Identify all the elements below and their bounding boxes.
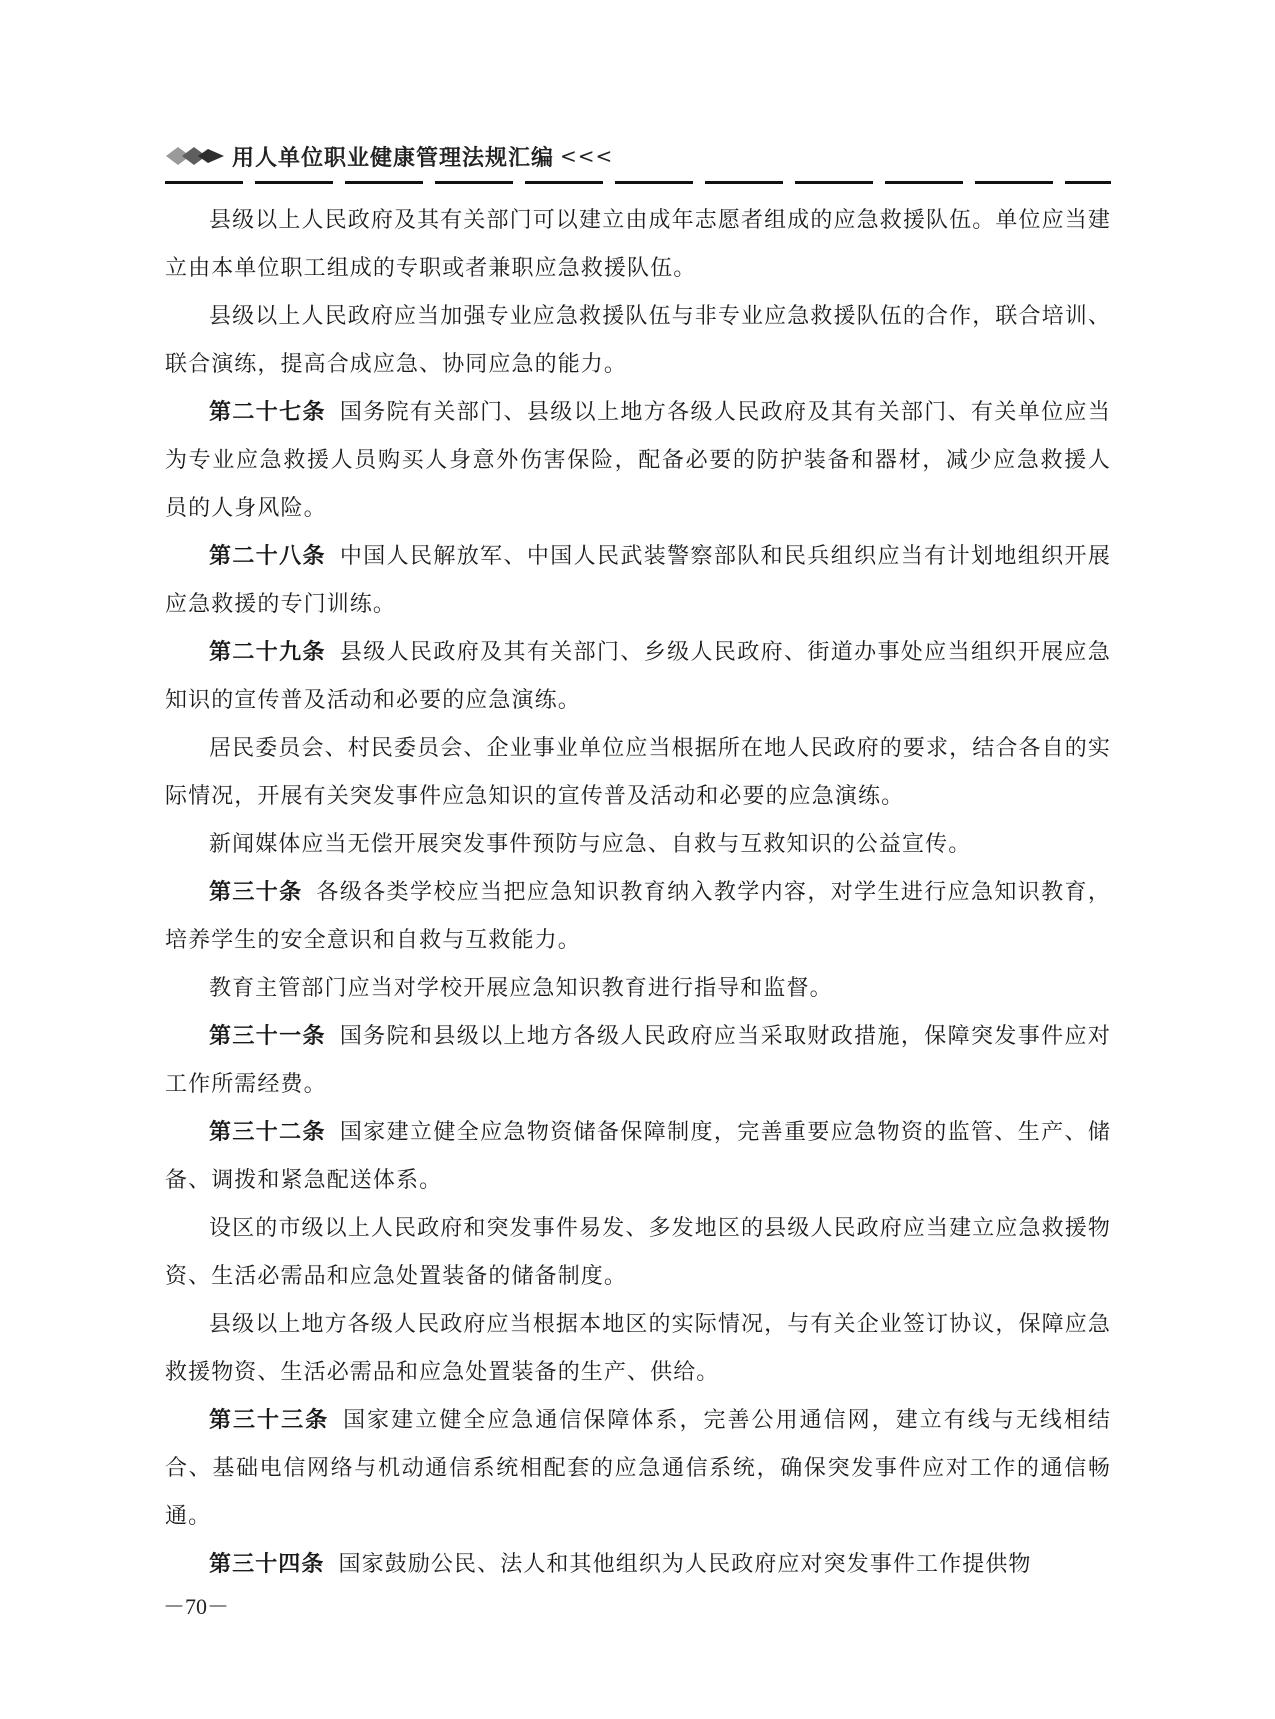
article-number: 第三十条 [209, 880, 303, 905]
paragraph-text: 国务院和县级以上地方各级人民政府应当采取财政措施，保障突发事件应对工作所需经费。 [165, 1024, 1111, 1097]
paragraph [165, 965, 1111, 1013]
paragraph-text: 县级以上人民政府及其有关部门可以建立由成年志愿者组成的应急救援队伍。单位应当建立由本单位职工组成的专职或者兼职应急救援队伍。 [165, 208, 1111, 281]
paragraph [165, 197, 1111, 293]
paragraph-text: 新闻媒体应当无偿开展突发事件预防与应急、自救与互救知识的公益宣传。 [209, 832, 972, 857]
paragraph [165, 1205, 1111, 1301]
running-header [164, 138, 613, 174]
header-arrows: <<< [560, 144, 614, 168]
body-text [165, 197, 1111, 1589]
paragraph [165, 1013, 1111, 1109]
paragraph [165, 533, 1111, 629]
double-diamond-logo-icon [164, 141, 226, 171]
page-number: －70－ [163, 1594, 230, 1619]
paragraph-text: 县级以上人民政府应当加强专业应急救援队伍与非专业应急救援队伍的合作，联合培训、联合演练，提高合成应急、协同应急的能力。 [165, 304, 1111, 377]
paragraph [165, 1109, 1111, 1205]
paragraph [165, 821, 1111, 869]
paragraph [165, 389, 1111, 533]
paragraph [165, 869, 1111, 965]
paragraph-text: 县级人民政府及其有关部门、乡级人民政府、街道办事处应当组织开展应急知识的宣传普及活动和必要的应急演练。 [165, 640, 1111, 713]
paragraph-text: 国家鼓励公民、法人和其他组织为人民政府应对突发事件工作提供物 [338, 1552, 1032, 1577]
paragraph [165, 629, 1111, 725]
paragraph-text: 国家建立健全应急通信保障体系，完善公用通信网，建立有线与无线相结合、基础电信网络与机动通信系统相配套的应急通信系统，确保突发事件应对工作的通信畅通。 [165, 1408, 1111, 1529]
paragraph-text: 中国人民解放军、中国人民武装警察部队和民兵组织应当有计划地组织开展应急救援的专门训练。 [165, 544, 1111, 617]
paragraph [165, 725, 1111, 821]
paragraph-text: 居民委员会、村民委员会、企业事业单位应当根据所在地人民政府的要求，结合各自的实际情况，开展有关突发事件应急知识的宣传普及活动和必要的应急演练。 [165, 736, 1111, 809]
article-number: 第二十七条 [209, 400, 326, 425]
paragraph [165, 1397, 1111, 1541]
header-dashed-rule [165, 181, 1111, 184]
header-title: 用人单位职业健康管理法规汇编 [232, 145, 555, 171]
paragraph [165, 293, 1111, 389]
paragraph-text: 国务院有关部门、县级以上地方各级人民政府及其有关部门、有关单位应当为专业应急救援人员购买人身意外伤害保险，配备必要的防护装备和器材，减少应急救援人员的人身风险。 [165, 400, 1111, 521]
paragraph [165, 1301, 1111, 1397]
article-number: 第二十九条 [209, 640, 326, 665]
article-number: 第三十二条 [209, 1120, 326, 1145]
paragraph-text: 县级以上地方各级人民政府应当根据本地区的实际情况，与有关企业签订协议，保障应急救援物资、生活必需品和应急处置装备的生产、供给。 [165, 1312, 1111, 1385]
article-number: 第二十八条 [209, 544, 326, 569]
paragraph-text: 国家建立健全应急物资储备保障制度，完善重要应急物资的监管、生产、储备、调拨和紧急配送体系。 [165, 1120, 1111, 1193]
article-number: 第三十三条 [209, 1408, 330, 1433]
article-number: 第三十一条 [209, 1024, 326, 1049]
paragraph [165, 1541, 1111, 1589]
paragraph-text: 教育主管部门应当对学校开展应急知识教育进行指导和监督。 [209, 976, 833, 1001]
article-number: 第三十四条 [209, 1552, 325, 1577]
paragraph-text: 设区的市级以上人民政府和突发事件易发、多发地区的县级人民政府应当建立应急救援物资、生活必需品和应急处置装备的储备制度。 [165, 1216, 1111, 1289]
paragraph-text: 各级各类学校应当把应急知识教育纳入教学内容，对学生进行应急知识教育，培养学生的安全意识和自救与互救能力。 [165, 880, 1112, 953]
